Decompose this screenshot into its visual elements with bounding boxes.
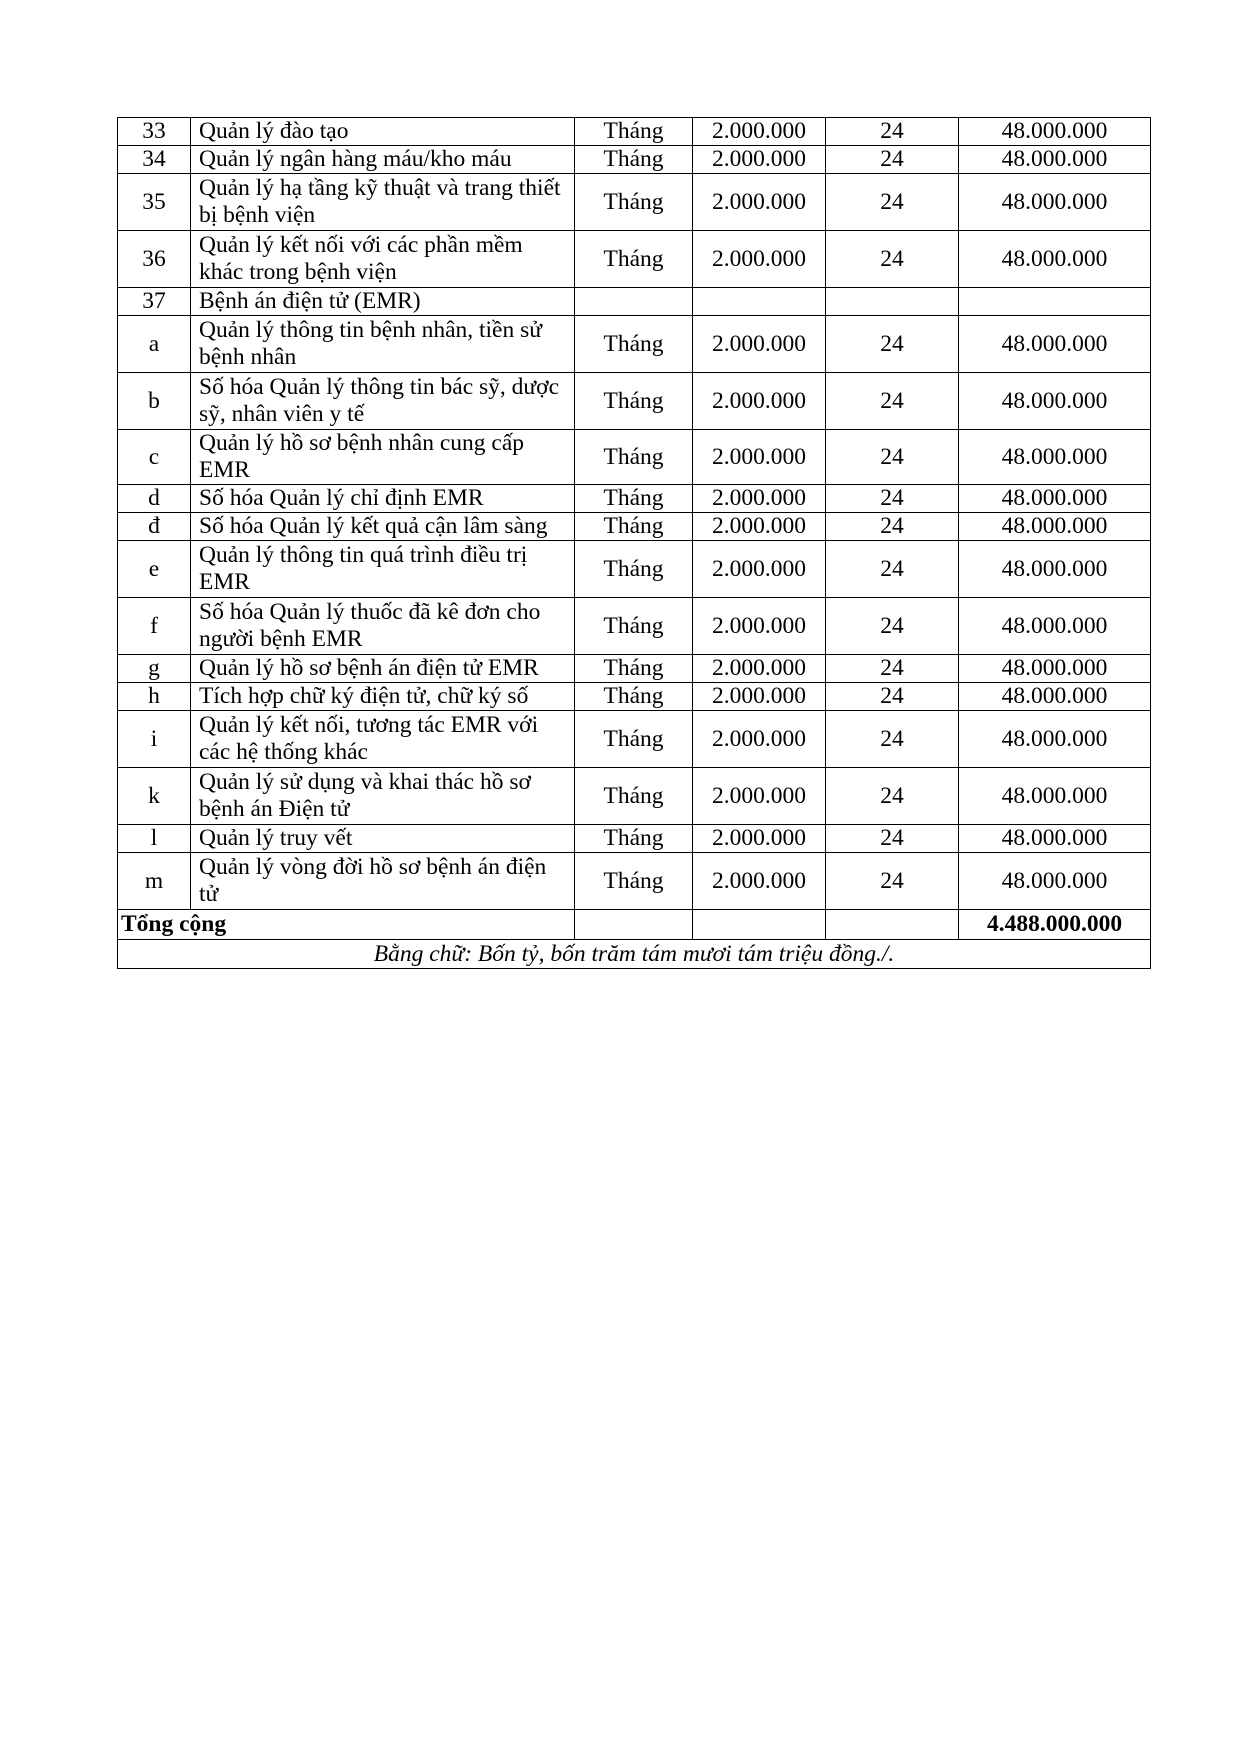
amount-cell: 48.000.000 bbox=[959, 316, 1151, 373]
row-number: 35 bbox=[118, 174, 191, 231]
item-name: Quản lý sử dụng và khai thác hồ sơ bệnh án Điện tử bbox=[191, 768, 575, 825]
row-number: l bbox=[118, 825, 191, 853]
unit-price-cell: 2.000.000 bbox=[693, 231, 826, 288]
unit-cell: Tháng bbox=[575, 541, 693, 598]
amount-cell: 48.000.000 bbox=[959, 825, 1151, 853]
unit-cell: Tháng bbox=[575, 316, 693, 373]
quantity-cell: 24 bbox=[826, 541, 959, 598]
total-empty-cell bbox=[826, 910, 959, 940]
item-name: Quản lý kết nối với các phần mềm khác trong bệnh viện bbox=[191, 231, 575, 288]
item-name: Số hóa Quản lý kết quả cận lâm sàng bbox=[191, 513, 575, 541]
unit-price-cell: 2.000.000 bbox=[693, 513, 826, 541]
table-row bbox=[118, 174, 1151, 231]
unit-price-cell: 2.000.000 bbox=[693, 683, 826, 711]
unit-price-cell: 2.000.000 bbox=[693, 711, 826, 768]
quantity-cell: 24 bbox=[826, 231, 959, 288]
unit-cell: Tháng bbox=[575, 598, 693, 655]
row-number: k bbox=[118, 768, 191, 825]
item-name: Bệnh án điện tử (EMR) bbox=[191, 288, 575, 316]
item-name: Quản lý kết nối, tương tác EMR với các hệ thống khác bbox=[191, 711, 575, 768]
item-name: Quản lý thông tin quá trình điều trị EMR bbox=[191, 541, 575, 598]
row-number: c bbox=[118, 430, 191, 485]
amount-cell: 48.000.000 bbox=[959, 485, 1151, 513]
table-row bbox=[118, 485, 1151, 513]
amount-cell: 48.000.000 bbox=[959, 373, 1151, 430]
quantity-cell: 24 bbox=[826, 174, 959, 231]
table-row bbox=[118, 513, 1151, 541]
amount-cell: 48.000.000 bbox=[959, 513, 1151, 541]
row-number: 36 bbox=[118, 231, 191, 288]
amount-cell: 48.000.000 bbox=[959, 430, 1151, 485]
unit-cell: Tháng bbox=[575, 231, 693, 288]
quantity-cell: 24 bbox=[826, 655, 959, 683]
amount-cell bbox=[959, 288, 1151, 316]
item-name: Quản lý ngân hàng máu/kho máu bbox=[191, 146, 575, 174]
row-number: i bbox=[118, 711, 191, 768]
unit-price-cell bbox=[693, 288, 826, 316]
unit-price-cell: 2.000.000 bbox=[693, 485, 826, 513]
unit-cell: Tháng bbox=[575, 825, 693, 853]
unit-cell: Tháng bbox=[575, 174, 693, 231]
amount-cell: 48.000.000 bbox=[959, 231, 1151, 288]
amount-cell: 48.000.000 bbox=[959, 683, 1151, 711]
table-row bbox=[118, 711, 1151, 768]
quantity-cell: 24 bbox=[826, 825, 959, 853]
row-number: d bbox=[118, 485, 191, 513]
unit-price-cell: 2.000.000 bbox=[693, 853, 826, 910]
quantity-cell: 24 bbox=[826, 853, 959, 910]
unit-price-cell: 2.000.000 bbox=[693, 118, 826, 146]
table-row bbox=[118, 541, 1151, 598]
amount-cell: 48.000.000 bbox=[959, 146, 1151, 174]
unit-cell: Tháng bbox=[575, 373, 693, 430]
unit-price-cell: 2.000.000 bbox=[693, 316, 826, 373]
table-row bbox=[118, 288, 1151, 316]
row-number: a bbox=[118, 316, 191, 373]
table-row bbox=[118, 768, 1151, 825]
quantity-cell: 24 bbox=[826, 683, 959, 711]
table-row bbox=[118, 231, 1151, 288]
quantity-cell: 24 bbox=[826, 430, 959, 485]
quantity-cell: 24 bbox=[826, 316, 959, 373]
table-row bbox=[118, 598, 1151, 655]
unit-cell: Tháng bbox=[575, 513, 693, 541]
amount-cell: 48.000.000 bbox=[959, 768, 1151, 825]
total-empty-cell bbox=[693, 910, 826, 940]
table-row bbox=[118, 853, 1151, 910]
table-row bbox=[118, 373, 1151, 430]
item-name: Số hóa Quản lý thông tin bác sỹ, dược sỹ, nhân viên y tế bbox=[191, 373, 575, 430]
unit-price-cell: 2.000.000 bbox=[693, 373, 826, 430]
table-body bbox=[118, 118, 1151, 969]
row-number: đ bbox=[118, 513, 191, 541]
item-name: Quản lý vòng đời hồ sơ bệnh án điện tử bbox=[191, 853, 575, 910]
amount-cell: 48.000.000 bbox=[959, 853, 1151, 910]
amount-in-words: Bằng chữ: Bốn tỷ, bốn trăm tám mươi tám triệu đồng./. bbox=[118, 940, 1151, 969]
total-row bbox=[118, 910, 1151, 940]
row-number: m bbox=[118, 853, 191, 910]
unit-price-cell: 2.000.000 bbox=[693, 146, 826, 174]
unit-cell bbox=[575, 288, 693, 316]
quantity-cell: 24 bbox=[826, 598, 959, 655]
item-name: Số hóa Quản lý thuốc đã kê đơn cho người bệnh EMR bbox=[191, 598, 575, 655]
row-number: f bbox=[118, 598, 191, 655]
item-name: Quản lý hồ sơ bệnh nhân cung cấp EMR bbox=[191, 430, 575, 485]
unit-cell: Tháng bbox=[575, 146, 693, 174]
table-row bbox=[118, 146, 1151, 174]
unit-price-cell: 2.000.000 bbox=[693, 430, 826, 485]
item-name: Tích hợp chữ ký điện tử, chữ ký số bbox=[191, 683, 575, 711]
unit-price-cell: 2.000.000 bbox=[693, 825, 826, 853]
unit-price-cell: 2.000.000 bbox=[693, 174, 826, 231]
row-number: b bbox=[118, 373, 191, 430]
amount-in-words-row bbox=[118, 940, 1151, 969]
amount-cell: 48.000.000 bbox=[959, 598, 1151, 655]
item-name: Quản lý truy vết bbox=[191, 825, 575, 853]
unit-cell: Tháng bbox=[575, 655, 693, 683]
item-name: Quản lý hạ tầng kỹ thuật và trang thiết bị bệnh viện bbox=[191, 174, 575, 231]
total-empty-cell bbox=[575, 910, 693, 940]
unit-price-cell: 2.000.000 bbox=[693, 598, 826, 655]
unit-cell: Tháng bbox=[575, 711, 693, 768]
table-row bbox=[118, 430, 1151, 485]
unit-cell: Tháng bbox=[575, 485, 693, 513]
item-name: Quản lý thông tin bệnh nhân, tiền sử bệnh nhân bbox=[191, 316, 575, 373]
unit-cell: Tháng bbox=[575, 430, 693, 485]
cost-table bbox=[117, 117, 1151, 969]
amount-cell: 48.000.000 bbox=[959, 711, 1151, 768]
quantity-cell: 24 bbox=[826, 118, 959, 146]
item-name: Quản lý đào tạo bbox=[191, 118, 575, 146]
table-row bbox=[118, 825, 1151, 853]
amount-cell: 48.000.000 bbox=[959, 655, 1151, 683]
unit-price-cell: 2.000.000 bbox=[693, 768, 826, 825]
row-number: h bbox=[118, 683, 191, 711]
row-number: 34 bbox=[118, 146, 191, 174]
total-label: Tổng cộng bbox=[118, 910, 575, 940]
quantity-cell: 24 bbox=[826, 373, 959, 430]
row-number: 37 bbox=[118, 288, 191, 316]
quantity-cell: 24 bbox=[826, 513, 959, 541]
quantity-cell bbox=[826, 288, 959, 316]
row-number: e bbox=[118, 541, 191, 598]
unit-cell: Tháng bbox=[575, 768, 693, 825]
unit-cell: Tháng bbox=[575, 683, 693, 711]
item-name: Số hóa Quản lý chỉ định EMR bbox=[191, 485, 575, 513]
unit-price-cell: 2.000.000 bbox=[693, 541, 826, 598]
row-number: g bbox=[118, 655, 191, 683]
unit-cell: Tháng bbox=[575, 118, 693, 146]
amount-cell: 48.000.000 bbox=[959, 118, 1151, 146]
table-row bbox=[118, 316, 1151, 373]
table-row bbox=[118, 683, 1151, 711]
quantity-cell: 24 bbox=[826, 711, 959, 768]
amount-cell: 48.000.000 bbox=[959, 541, 1151, 598]
table-row bbox=[118, 655, 1151, 683]
quantity-cell: 24 bbox=[826, 146, 959, 174]
amount-cell: 48.000.000 bbox=[959, 174, 1151, 231]
unit-cell: Tháng bbox=[575, 853, 693, 910]
table-row bbox=[118, 118, 1151, 146]
total-value: 4.488.000.000 bbox=[959, 910, 1151, 940]
unit-price-cell: 2.000.000 bbox=[693, 655, 826, 683]
quantity-cell: 24 bbox=[826, 768, 959, 825]
row-number: 33 bbox=[118, 118, 191, 146]
item-name: Quản lý hồ sơ bệnh án điện tử EMR bbox=[191, 655, 575, 683]
quantity-cell: 24 bbox=[826, 485, 959, 513]
